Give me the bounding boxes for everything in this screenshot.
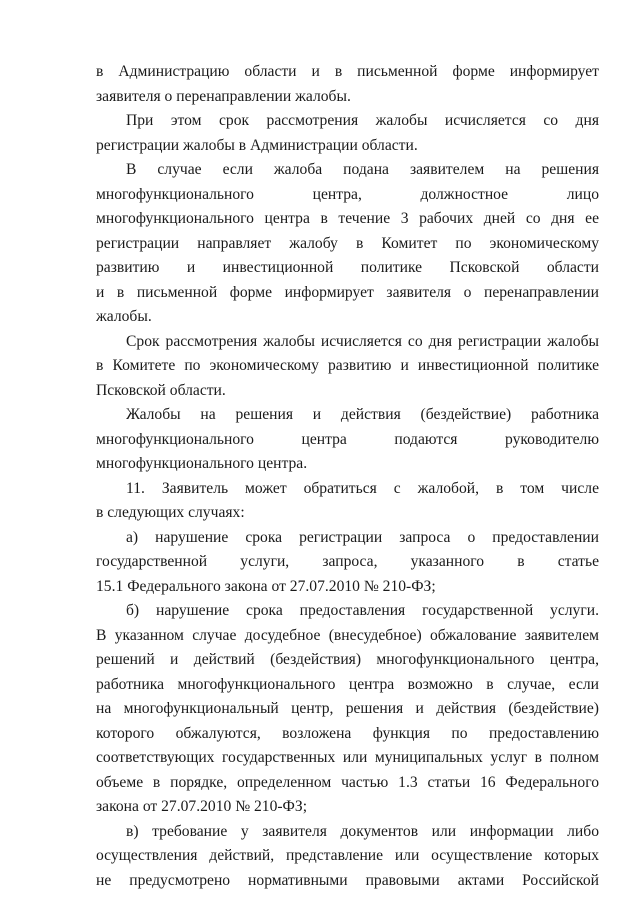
text-line: Псковской области. [96,381,226,399]
paragraph [96,60,599,109]
text-line: в Администрацию области и в письменной форме информирует [96,63,599,80]
text-line: объеме в порядке, определенном частью 1.3 статьи 16 Федерального [96,773,599,791]
text-line: не предусмотрено нормативными правовыми актами Российской [96,871,599,889]
text-line: в Комитете по экономическому развитию и инвестиционной политике [96,357,599,374]
paragraph [96,477,599,526]
text-line: жалобы. [96,308,152,325]
text-line: на многофункциональный центр, решения и действия (бездействие) [96,700,599,717]
text-line: Жалобы на решения и действия (бездействие) работника [126,406,599,423]
text-line: многофункционального центра в течение 3 рабочих дней со дня ее [96,210,599,227]
text-line: закона от 27.07.2010 № 210-ФЗ; [96,798,308,815]
text-line: многофункционального центра. [96,455,308,472]
text-line: заявителя о перенаправлении жалобы. [96,87,351,105]
text-line: государственной услуги, запроса, указанного в статье [96,553,599,570]
paragraph [96,158,599,330]
text-line: и в письменной форме информирует заявителя о перенаправлении [96,283,599,301]
text-line: б) нарушение срока предоставления государственной услуги. [126,602,599,619]
text-line: многофункционального центра, должностное лицо [96,185,599,203]
text-line: При этом срок рассмотрения жалобы исчисляется со дня [126,112,599,129]
text-line: многофункционального центра подаются руководителю [96,430,599,448]
paragraph [96,599,599,820]
text-line: развитию и инвестиционной политике Псковской области [96,259,599,276]
text-line: регистрации жалобы в Администрации области. [96,136,418,154]
text-line: решений и действий (бездействия) многофункционального центра, [96,651,599,668]
text-line: В указанном случае досудебное (внесудебное) обжалование заявителем [96,626,599,644]
paragraph [96,109,599,158]
text-line: которого обжалуются, возложена функция по предоставлению [96,724,599,742]
paragraph [96,330,599,404]
document-body [96,60,599,893]
paragraph [96,403,599,477]
text-line: а) нарушение срока регистрации запроса о предоставлении [126,528,599,546]
text-line: 15.1 Федерального закона от 27.07.2010 № 210-ФЗ; [96,577,436,595]
text-line: Срок рассмотрения жалобы исчисляется со дня регистрации жалобы [126,332,599,350]
text-line: осуществления действий, представление или осуществление которых [96,847,599,864]
text-line: в следующих случаях: [96,504,245,521]
text-line: регистрации направляет жалобу в Комитет по экономическому [96,234,599,252]
text-line: В случае если жалоба подана заявителем на решения [126,161,599,178]
paragraph [96,820,599,894]
text-line: соответствующих государственных или муниципальных услуг в полном [96,749,599,766]
text-line: в) требование у заявителя документов или информации либо [126,822,599,840]
text-line: работника многофункционального центра возможно в случае, если [96,675,599,693]
paragraph [96,526,599,600]
text-line: 11. Заявитель может обратиться с жалобой, в том числе [126,479,599,497]
